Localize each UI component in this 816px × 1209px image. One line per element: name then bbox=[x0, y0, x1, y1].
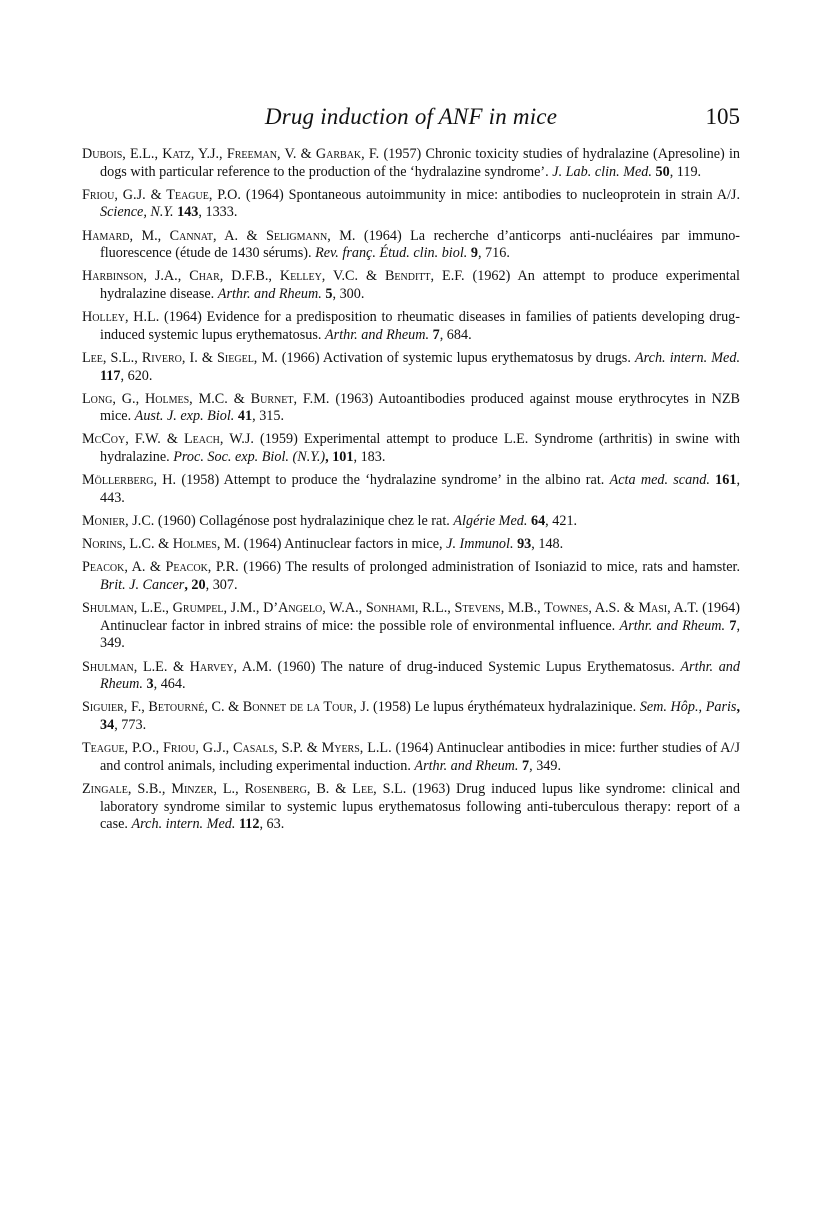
reference-pages: , 464. bbox=[153, 676, 186, 693]
reference-item bbox=[82, 431, 740, 466]
reference-journal: Aust. J. exp. Biol. bbox=[134, 408, 235, 425]
reference-volume: 9 bbox=[467, 245, 478, 262]
reference-volume: 7 bbox=[429, 326, 440, 343]
reference-item bbox=[82, 536, 740, 554]
reference-pages: , 421. bbox=[545, 513, 578, 530]
reference-text: (1966) Activation of systemic lupus erythematosus by drugs. bbox=[277, 349, 635, 366]
reference-pages: , 716. bbox=[477, 245, 510, 262]
reference-journal: Arch. intern. Med. bbox=[131, 816, 236, 833]
reference-text: (1964) Antinuclear antibodies in mice: further studies of A/J and control animals, including experimental induction. bbox=[100, 740, 740, 774]
reference-volume: 161 bbox=[709, 472, 737, 489]
reference-authors: Long, G., Holmes, M.C. & Burnet, F.M. bbox=[82, 390, 330, 407]
reference-item bbox=[82, 309, 740, 344]
reference-authors: McCoy, F.W. & Leach, W.J. bbox=[82, 431, 254, 448]
reference-volume: 64 bbox=[527, 513, 546, 530]
reference-journal: Algérie Med. bbox=[453, 513, 528, 530]
reference-item bbox=[82, 600, 740, 653]
page-number: 105 bbox=[705, 104, 740, 129]
reference-volume: 7 bbox=[725, 617, 737, 634]
reference-pages: , 773. bbox=[114, 716, 147, 733]
reference-text: (1964) La recherche d’anticorps anti-nucléaires par immuno-fluorescence (étude de 1430 sérums). bbox=[100, 227, 741, 262]
reference-text: (1959) Experimental attempt to produce L.E. Syndrome (arthritis) in swine with hydralazine. bbox=[100, 431, 740, 466]
reference-authors: Siguier, F., Betourné, C. & Bonnet de la Tour, J. bbox=[82, 699, 370, 716]
reference-journal: Arch. intern. Med. bbox=[634, 349, 740, 366]
reference-text: (1964) Spontaneous autoimmunity in mice: antibodies to nucleoprotein in strain A/J. bbox=[240, 186, 740, 203]
reference-item bbox=[82, 146, 740, 181]
reference-list bbox=[82, 146, 740, 839]
reference-item bbox=[82, 513, 740, 531]
reference-authors: Holley, H.L. bbox=[82, 309, 160, 326]
reference-journal: Arthr. and Rheum. bbox=[217, 285, 322, 302]
reference-pages: , 148. bbox=[531, 536, 564, 553]
reference-pages: , 349. bbox=[529, 757, 562, 774]
reference-authors: Hamard, M., Cannat, A. & Seligmann, M. bbox=[82, 227, 356, 244]
reference-text: (1958) Attempt to produce the ‘hydralazine syndrome’ in the albino rat. bbox=[176, 472, 610, 489]
reference-item bbox=[82, 740, 740, 775]
reference-pages: , 684. bbox=[439, 326, 472, 343]
reference-authors: Peacok, A. & Peacok, P.R. bbox=[82, 559, 239, 576]
reference-pages: , 1333. bbox=[198, 204, 238, 221]
reference-pages: , 119. bbox=[669, 163, 702, 180]
reference-text: (1963) Autoantibodies produced against mouse erythrocytes in NZB mice. bbox=[100, 390, 740, 425]
reference-pages: , 349. bbox=[100, 617, 741, 652]
reference-journal: J. Lab. clin. Med. bbox=[552, 163, 652, 180]
reference-volume: 41 bbox=[234, 408, 253, 425]
reference-item bbox=[82, 659, 740, 694]
reference-volume: 50 bbox=[651, 163, 670, 180]
reference-journal: Arthr. and Rheum. bbox=[100, 658, 740, 693]
reference-journal: Arthr. and Rheum. bbox=[619, 617, 726, 634]
reference-pages: , 620. bbox=[120, 367, 153, 384]
reference-volume: 93 bbox=[513, 536, 532, 553]
reference-item bbox=[82, 472, 740, 507]
reference-item bbox=[82, 228, 740, 263]
reference-volume: 5 bbox=[321, 285, 333, 302]
reference-authors: Teague, P.O., Friou, G.J., Casals, S.P. & Myers, L.L. bbox=[82, 740, 392, 757]
reference-authors: Norins, L.C. & Holmes, M. bbox=[82, 536, 241, 553]
running-title: Drug induction of ANF in mice bbox=[264, 104, 558, 129]
reference-item bbox=[82, 268, 740, 303]
reference-journal: J. Immunol. bbox=[446, 536, 514, 553]
reference-authors: Möllerberg, H. bbox=[82, 472, 177, 489]
reference-text: (1964) Antinuclear factor in inbred strains of mice: the possible role of environmental influence. bbox=[100, 600, 741, 634]
reference-text: (1963) Drug induced lupus like syndrome: clinical and laboratory syndrome similar to systemic lupus erythematosus following anti-tuberculous therapy: report of a case. bbox=[100, 780, 740, 833]
reference-authors: Monier, J.C. bbox=[82, 513, 155, 530]
reference-journal: Arthr. and Rheum. bbox=[325, 326, 430, 343]
reference-text: (1962) An attempt to produce experimental hydralazine disease. bbox=[100, 268, 740, 302]
reference-authors: Shulman, L.E., Grumpel, J.M., D’Angelo, W.A., Sonhami, R.L., Stevens, M.B., Townes, A.S. & Masi, A.T. bbox=[82, 600, 699, 617]
reference-text: (1966) The results of prolonged administration of Isoniazid to mice, rats and hamster. bbox=[238, 559, 740, 576]
reference-authors: Friou, G.J. & Teague, P.O. bbox=[82, 186, 241, 203]
reference-text: (1960) Collagénose post hydralazinique chez le rat. bbox=[154, 513, 454, 530]
page-header bbox=[82, 104, 740, 138]
reference-pages: , 307. bbox=[205, 577, 238, 593]
reference-volume: , 101 bbox=[325, 449, 354, 466]
reference-authors: Harbinson, J.A., Char, D.F.B., Kelley, V.C. & Benditt, E.F. bbox=[82, 268, 465, 285]
reference-item bbox=[82, 781, 740, 834]
reference-volume: , 34 bbox=[100, 699, 740, 733]
reference-volume: , 20 bbox=[184, 577, 206, 593]
reference-journal: Science, N.Y. bbox=[100, 204, 174, 221]
reference-authors: Zingale, S.B., Minzer, L., Rosenberg, B. & Lee, S.L. bbox=[82, 780, 407, 797]
reference-pages: , 315. bbox=[252, 408, 285, 425]
reference-volume: 3 bbox=[142, 676, 154, 693]
reference-item bbox=[82, 699, 740, 734]
reference-volume: 112 bbox=[235, 816, 260, 833]
reference-pages: , 300. bbox=[332, 285, 365, 302]
reference-item bbox=[82, 350, 740, 385]
reference-volume: 143 bbox=[173, 204, 199, 221]
reference-text: (1960) The nature of drug-induced Systemic Lupus Erythematosus. bbox=[271, 658, 681, 675]
reference-volume: 7 bbox=[518, 757, 530, 774]
reference-authors: Shulman, L.E. & Harvey, A.M. bbox=[82, 658, 272, 675]
reference-journal: Brit. J. Cancer bbox=[100, 577, 185, 593]
reference-pages: , 443. bbox=[100, 472, 741, 506]
reference-text: (1958) Le lupus érythémateux hydralazinique. bbox=[369, 699, 640, 716]
reference-text: (1964) Antinuclear factors in mice, bbox=[240, 536, 447, 553]
reference-authors: Dubois, E.L., Katz, Y.J., Freeman, V. & Garbak, F. bbox=[82, 146, 380, 162]
reference-journal: Rev. franç. Étud. clin. biol. bbox=[315, 245, 468, 262]
reference-text: (1964) Evidence for a predisposition to rheumatic diseases in families of patients developing drug-induced systemic lupus erythematosus. bbox=[100, 309, 740, 343]
reference-authors: Lee, S.L., Rivero, I. & Siegel, M. bbox=[82, 349, 278, 366]
reference-item bbox=[82, 187, 740, 222]
reference-journal: Acta med. scand. bbox=[609, 472, 710, 489]
reference-volume: 117 bbox=[100, 367, 121, 384]
reference-journal: Proc. Soc. exp. Biol. (N.Y.) bbox=[173, 449, 326, 466]
reference-journal: Sem. Hôp., Paris bbox=[639, 699, 737, 716]
reference-pages: , 183. bbox=[353, 449, 386, 466]
reference-journal: Arthr. and Rheum. bbox=[414, 757, 519, 774]
reference-pages: , 63. bbox=[259, 816, 285, 833]
reference-item bbox=[82, 391, 740, 426]
reference-item bbox=[82, 559, 740, 594]
reference-text: (1957) Chronic toxicity studies of hydralazine (Apresoline) in dogs with particular reference to the production of the ‘hydralazine syndrome’. bbox=[100, 146, 740, 180]
